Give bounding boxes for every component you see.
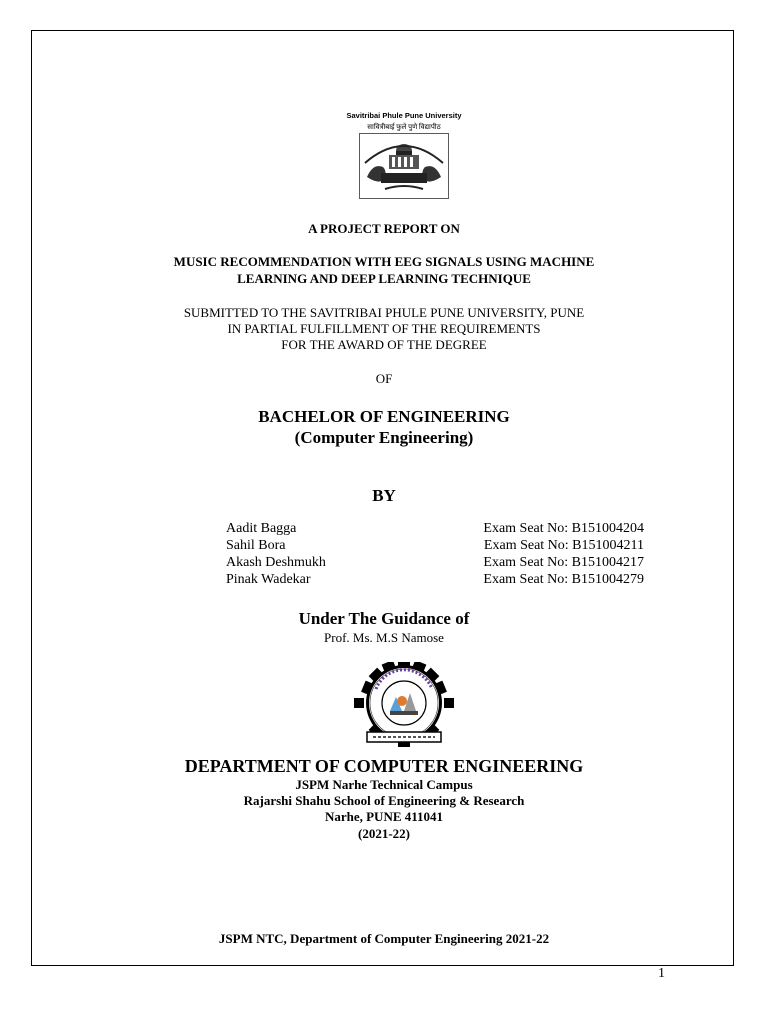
campus-name: JSPM Narhe Technical Campus bbox=[295, 777, 473, 792]
university-motto: सावित्रीबाई फुले पुणे विद्यापीठ bbox=[367, 123, 441, 131]
university-emblem-icon bbox=[359, 133, 449, 199]
by-text: BY bbox=[372, 486, 396, 505]
student-name: Sahil Bora bbox=[226, 538, 286, 553]
academic-year: (2021-22) bbox=[358, 826, 410, 841]
branch-title: (Computer Engineering) bbox=[294, 428, 474, 447]
college-address: Narhe, PUNE 411041 bbox=[324, 809, 444, 824]
report-title-line-2: LEARNING AND DEEP LEARNING TECHNIQUE bbox=[237, 271, 531, 286]
page-footer: JSPM NTC, Department of Computer Engineering 2021-22 bbox=[218, 931, 550, 946]
student-name: Akash Deshmukh bbox=[226, 555, 326, 570]
page-number: 1 bbox=[658, 966, 665, 981]
student-seat-number: Exam Seat No: B151004279 bbox=[483, 572, 644, 587]
university-logo bbox=[341, 107, 467, 201]
submitted-line-3: FOR THE AWARD OF THE DEGREE bbox=[281, 337, 487, 352]
student-seat-number: Exam Seat No: B151004204 bbox=[483, 521, 644, 536]
report-title-line-1: MUSIC RECOMMENDATION WITH EEG SIGNALS USING MACHINE bbox=[173, 254, 595, 269]
of-text: OF bbox=[375, 371, 393, 386]
college-logo-icon bbox=[345, 662, 463, 748]
university-name: Savitribai Phule Pune University bbox=[346, 111, 462, 120]
student-name: Aadit Bagga bbox=[226, 521, 297, 536]
report-heading: A PROJECT REPORT ON bbox=[308, 221, 460, 236]
degree-title: BACHELOR OF ENGINEERING bbox=[258, 407, 510, 426]
submitted-line-1: SUBMITTED TO THE SAVITRIBAI PHULE PUNE UNIVERSITY, PUNE bbox=[183, 305, 585, 320]
submitted-line-2: IN PARTIAL FULFILLMENT OF THE REQUIREMENTS bbox=[227, 321, 541, 336]
school-name: Rajarshi Shahu School of Engineering & Research bbox=[243, 793, 525, 808]
guide-name: Prof. Ms. M.S Namose bbox=[324, 630, 444, 645]
student-seat-number: Exam Seat No: B151004217 bbox=[483, 555, 644, 570]
guidance-heading: Under The Guidance of bbox=[298, 609, 470, 628]
student-name: Pinak Wadekar bbox=[226, 572, 311, 587]
department-name: DEPARTMENT OF COMPUTER ENGINEERING bbox=[184, 756, 584, 776]
student-seat-number: Exam Seat No: B151004211 bbox=[483, 538, 644, 553]
